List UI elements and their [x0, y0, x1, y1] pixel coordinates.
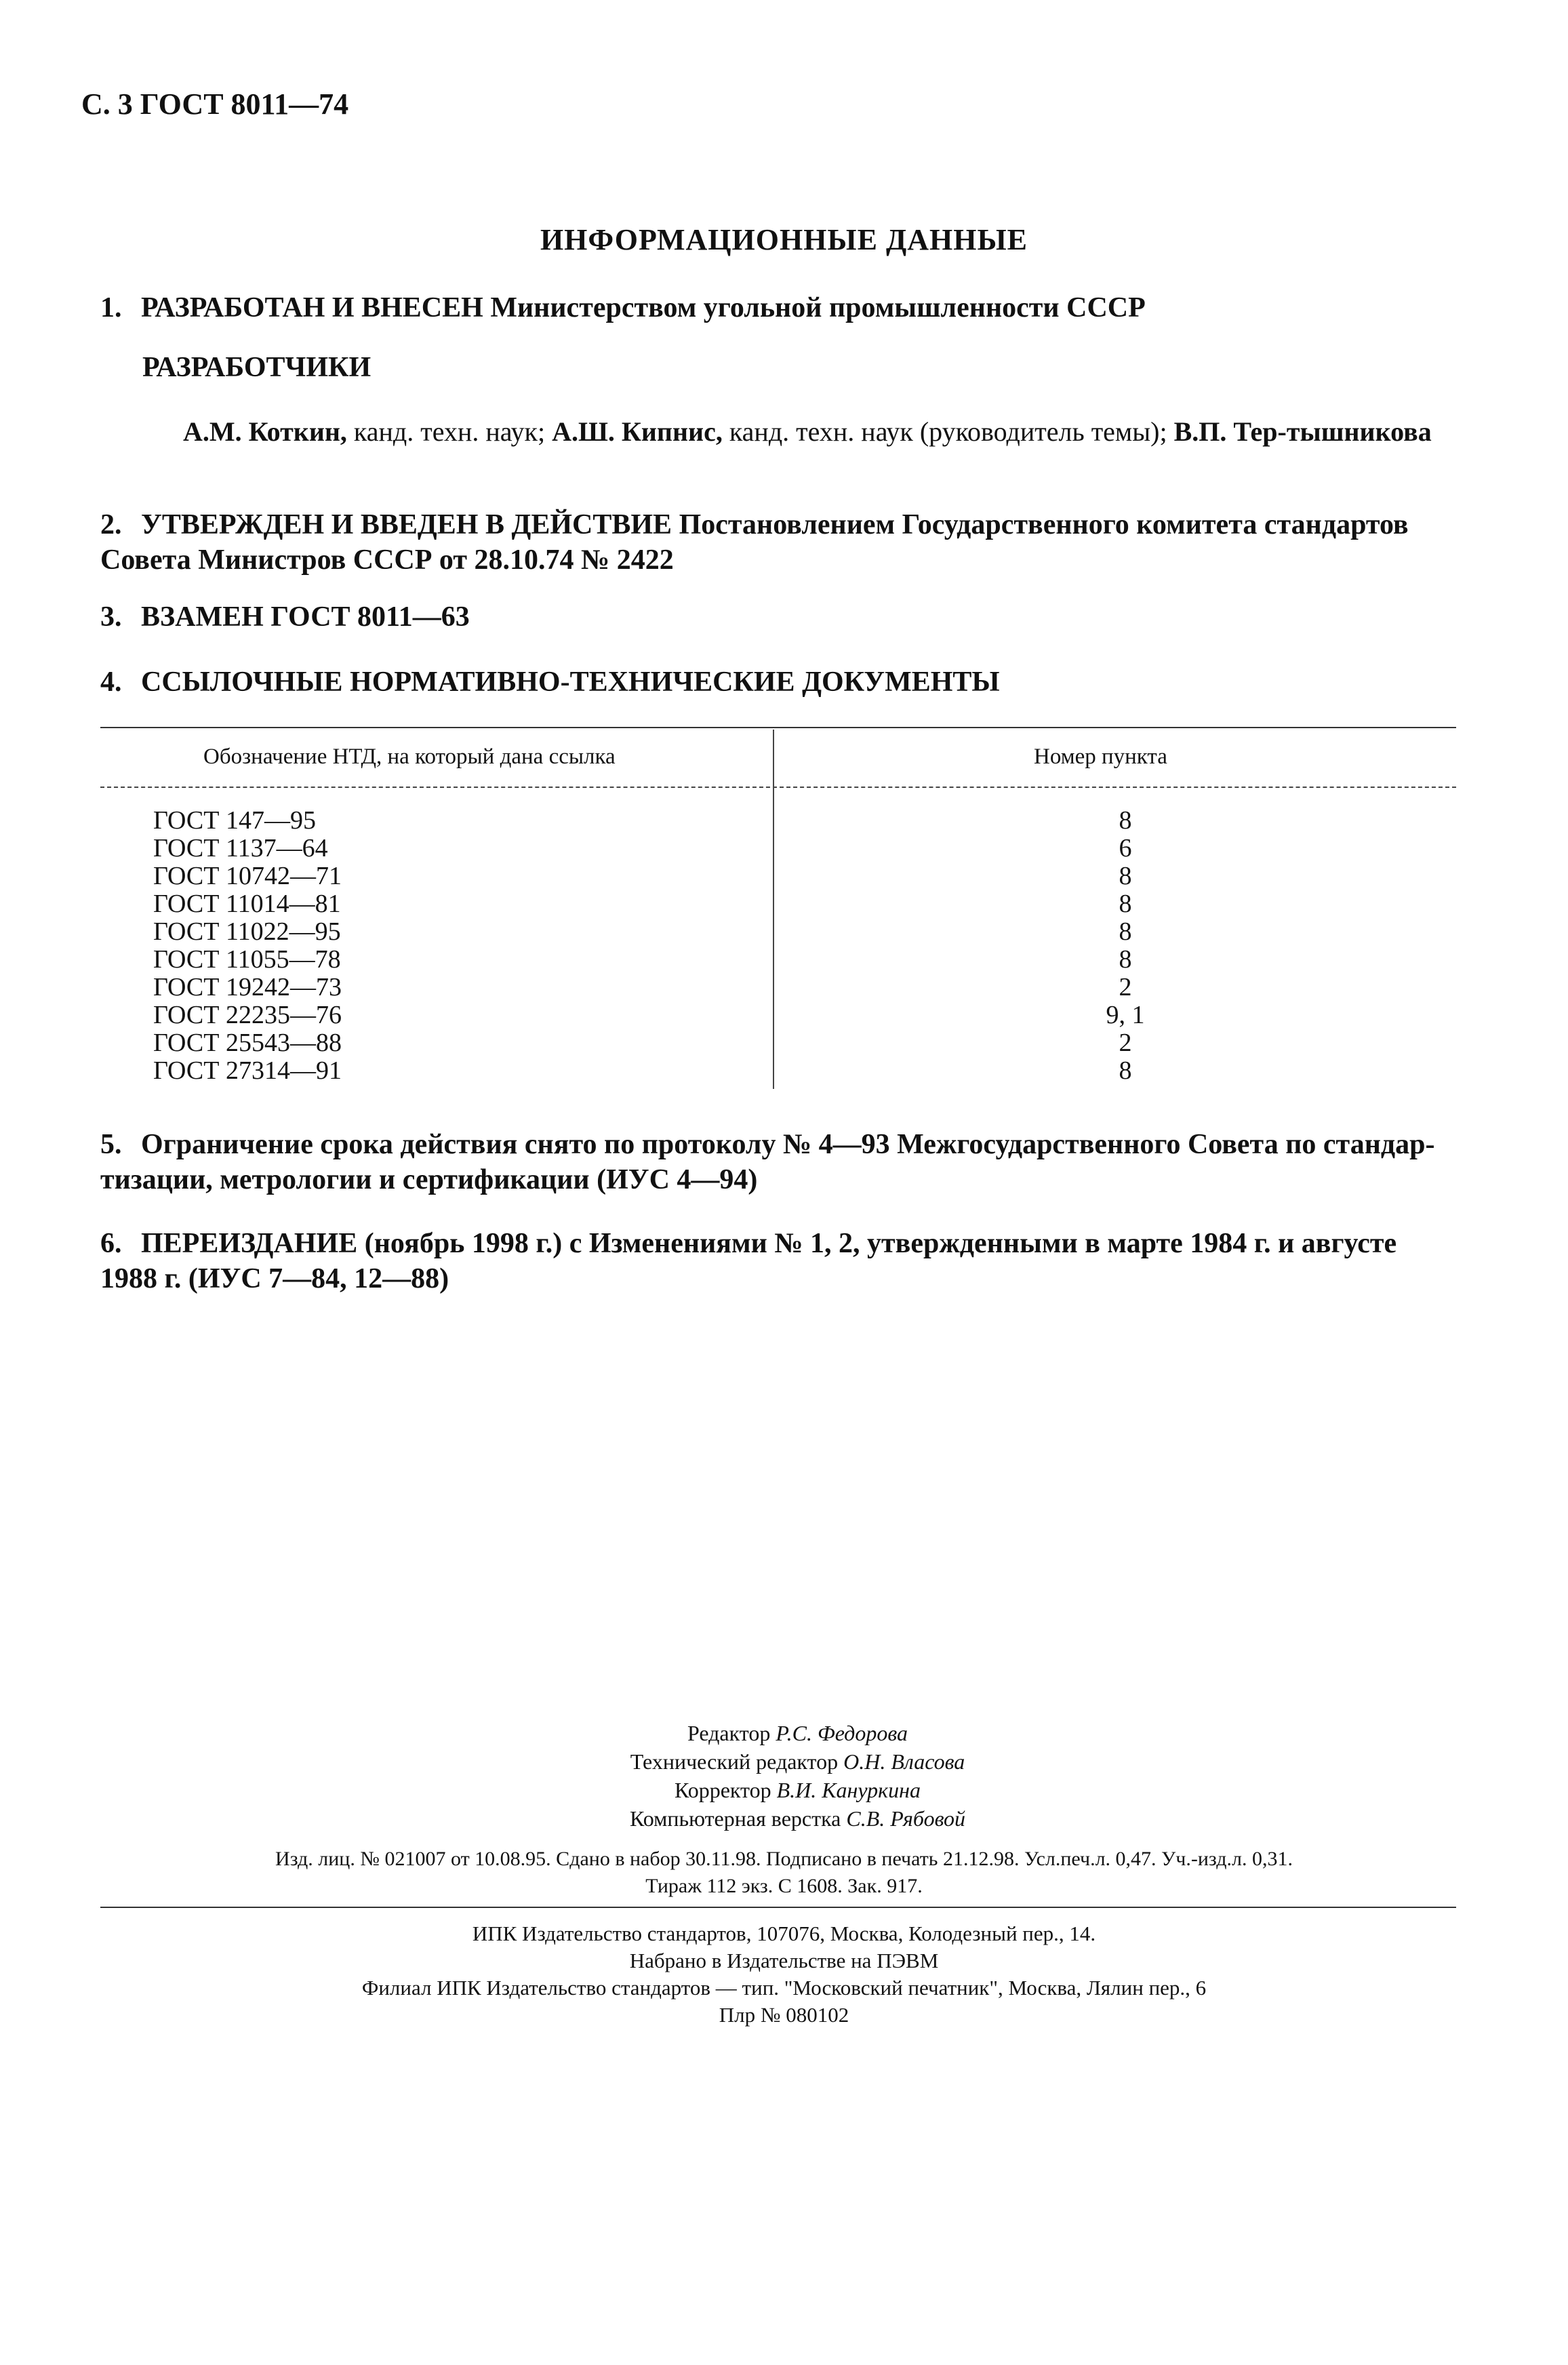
table-header-rule: [100, 787, 1456, 788]
section-6: [100, 1226, 1456, 1296]
section-3-number: 3.: [100, 601, 122, 633]
table-row-doc: ГОСТ 147—95: [153, 806, 316, 835]
ref-item-column: [1098, 807, 1152, 1085]
table-row-doc: ГОСТ 10742—71: [153, 862, 342, 890]
developer-name: В.П. Тер-тышникова: [1173, 416, 1432, 447]
table-row-item: 2: [1119, 973, 1132, 1001]
section-6-number: 6.: [100, 1228, 122, 1259]
table-row-doc: ГОСТ 19242—73: [153, 973, 342, 1001]
table-row-doc: ГОСТ 11014—81: [153, 890, 341, 918]
table-header-item: Номер пункта: [1034, 744, 1167, 769]
table-row-item: 8: [1119, 945, 1132, 974]
section-6-text: (ноябрь 1998 г.) с Изменениями № 1, 2, утвержденными в марте 1984 г. и августе 1988 г. (ИУС 7—84, 12—88): [100, 1228, 1397, 1294]
developers-list: [183, 415, 1458, 449]
table-row-item: 9, 1: [1106, 1001, 1145, 1029]
imprint-line: Изд. лиц. № 021007 от 10.08.95. Сдано в набор 30.11.98. Подписано в печать 21.12.98. Усл.печ.л. 0,47. Уч.-изд.л. 0,31.: [275, 1848, 1293, 1870]
section-4-number: 4.: [100, 667, 122, 698]
credit-line: [27, 1719, 1568, 1747]
section-4: [100, 664, 1000, 700]
table-row-doc: ГОСТ 25543—88: [153, 1029, 342, 1057]
table-header-doc: Обозначение НТД, на который дана ссылка: [203, 744, 616, 769]
table-column-divider: [773, 730, 774, 1089]
section-1-number: 1.: [100, 292, 122, 323]
table-row-item: 2: [1119, 1029, 1132, 1057]
credit-role: Компьютерная верстка: [629, 1806, 847, 1831]
table-row-item: 8: [1119, 890, 1132, 918]
section-4-text: ССЫЛОЧНЫЕ НОРМАТИВНО-ТЕХНИЧЕСКИЕ ДОКУМЕНТЫ: [141, 667, 1000, 698]
imprint-line: Тираж 112 экз. С 1608. Зак. 917.: [645, 1875, 923, 1897]
developer-title: канд. техн. наук;: [346, 416, 552, 447]
publisher-line: Плр № 080102: [719, 2003, 849, 2027]
credit-role: Технический редактор: [630, 1749, 844, 1774]
table-row-item: 8: [1119, 862, 1132, 890]
section-2: [100, 507, 1456, 578]
table-row-item: 8: [1119, 917, 1132, 946]
section-1-lead: РАЗРАБОТАН И ВНЕСЕН: [141, 292, 483, 323]
info-title: ИНФОРМАЦИОННЫЕ ДАННЫЕ: [540, 223, 1028, 256]
credit-role: Редактор: [687, 1721, 776, 1745]
table-row-doc: ГОСТ 11055—78: [153, 945, 341, 974]
developer-title: канд. техн. наук (руководитель темы);: [722, 416, 1174, 447]
section-5-number: 5.: [100, 1129, 122, 1160]
section-6-lead: ПЕРЕИЗДАНИЕ: [141, 1228, 358, 1259]
credit-name: С.В. Рябовой: [846, 1806, 966, 1831]
table-row-doc: ГОСТ 27314—91: [153, 1056, 342, 1085]
section-1-text: Министерством угольной промышленности СССР: [483, 292, 1146, 323]
developers-label: РАЗРАБОТЧИКИ: [142, 352, 371, 383]
table-row-doc: ГОСТ 11022—95: [153, 917, 341, 946]
section-2-lead: УТВЕРЖДЕН И ВВЕДЕН В ДЕЙСТВИЕ: [141, 509, 672, 540]
section-3: [100, 599, 470, 635]
table-top-rule: [100, 727, 1456, 728]
table-row-doc: ГОСТ 1137—64: [153, 834, 328, 862]
table-row-doc: ГОСТ 22235—76: [153, 1001, 342, 1029]
credit-name: О.Н. Власова: [843, 1749, 965, 1774]
section-2-text: Постановлением Государственного комитета стандартов Совета Министров СССР от 28.10.74 № 2422: [100, 509, 1409, 576]
table-row-item: 8: [1119, 1056, 1132, 1085]
developer-name: А.Ш. Кипнис,: [552, 416, 723, 447]
publisher-line: Филиал ИПК Издательство стандартов — тип. "Московский печатник", Москва, Лялин пер., 6: [361, 1976, 1207, 2000]
section-5-text: Ограничение срока действия снято по протоколу № 4—93 Межгосударственного Совета по стандар-тизации, метрологии и сертификации (ИУС 4—94): [100, 1129, 1435, 1195]
section-3-text: ВЗАМЕН ГОСТ 8011—63: [141, 601, 470, 633]
publisher-block: [0, 1920, 1568, 2029]
page-header: С. 3 ГОСТ 8011—74: [81, 87, 349, 121]
ref-doc-column: [153, 807, 342, 1085]
credit-line: [27, 1747, 1568, 1776]
credit-line: [27, 1804, 1568, 1833]
imprint-rule: [100, 1907, 1456, 1908]
section-1: [100, 290, 1146, 325]
imprint-block: [0, 1846, 1568, 1900]
publisher-line: Набрано в Издательстве на ПЭВМ: [629, 1949, 939, 1972]
section-2-number: 2.: [100, 509, 122, 540]
credit-name: Р.С. Федорова: [776, 1721, 908, 1745]
credits-block: [0, 1719, 1568, 1833]
section-5: [100, 1127, 1456, 1197]
credit-role: Корректор: [674, 1778, 777, 1802]
publisher-line: ИПК Издательство стандартов, 107076, Москва, Колодезный пер., 14.: [472, 1922, 1096, 1945]
credit-line: [27, 1776, 1568, 1804]
credit-name: В.И. Кануркина: [776, 1778, 921, 1802]
table-row-item: 8: [1119, 806, 1132, 835]
table-row-item: 6: [1119, 834, 1132, 862]
developer-name: А.М. Коткин,: [183, 416, 347, 447]
